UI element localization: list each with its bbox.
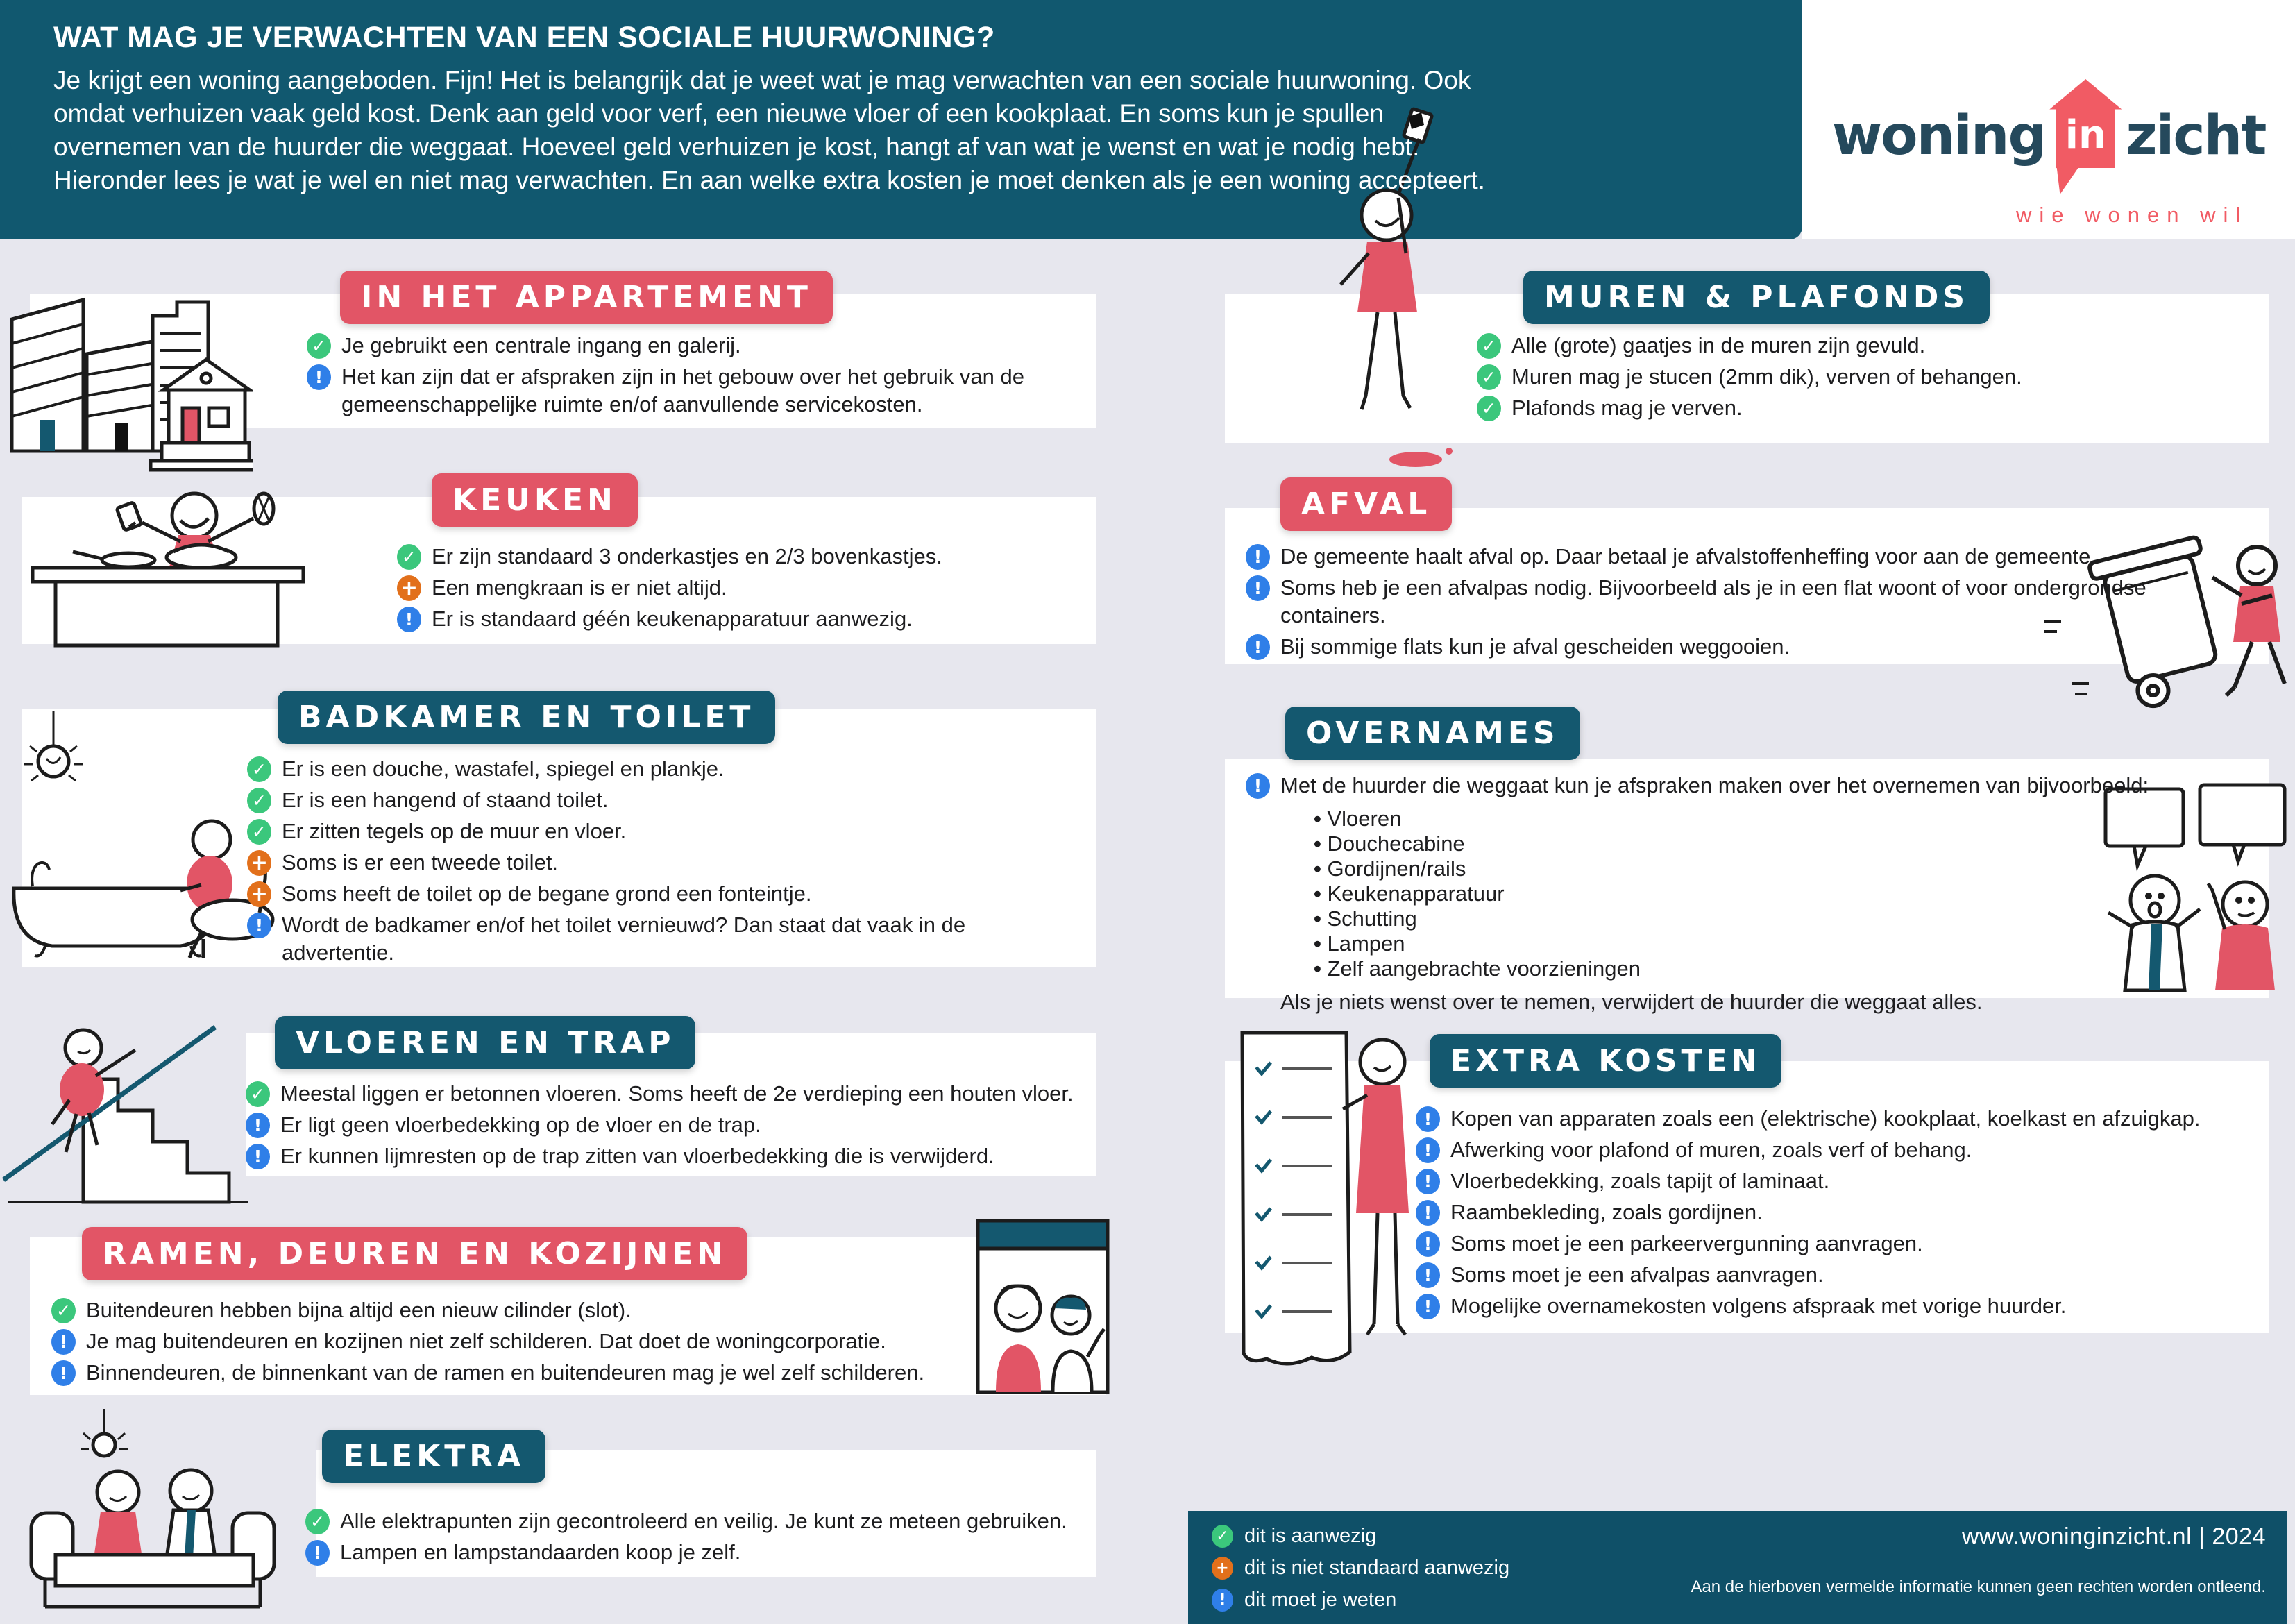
- check-icon: ✓: [247, 819, 271, 845]
- appartement-items: [307, 332, 1056, 418]
- item-text: Er kunnen lijmresten op de trap zitten van vloerbedekking die is verwijderd.: [280, 1144, 994, 1168]
- illustration-cook: [24, 482, 312, 656]
- bullet-item: • Douchecabine: [1314, 832, 2210, 856]
- website-link[interactable]: www.woninginzicht.nl | 2024: [1961, 1523, 2266, 1550]
- section-title-elektra: ELEKTRA: [322, 1430, 545, 1483]
- item-text: Er zitten tegels op de muur en vloer.: [282, 819, 627, 843]
- check-icon: ✓: [1477, 333, 1501, 359]
- list-item: [1416, 1292, 2290, 1320]
- list-item: [247, 786, 1073, 814]
- info-icon: !: [307, 364, 331, 390]
- list-item: [51, 1359, 954, 1387]
- info-icon: !: [247, 913, 271, 938]
- list-item: [305, 1539, 1090, 1566]
- item-text: Er is standaard géén keukenapparatuur aanwezig.: [432, 607, 913, 631]
- item-text: De gemeente haalt afval op. Daar betaal je afvalstoffenheffing voor aan de gemeente.: [1280, 544, 2097, 568]
- info-icon: !: [246, 1113, 270, 1138]
- item-text: Soms heeft de toilet op de begane grond een fonteintje.: [282, 881, 812, 906]
- item-text: Raambekleding, zoals gordijnen.: [1450, 1200, 1763, 1224]
- item-text: Je gebruikt een centrale ingang en galerij.: [341, 333, 741, 357]
- section-title-badkamer: BADKAMER EN TOILET: [278, 691, 775, 744]
- list-item: [307, 332, 1056, 360]
- list-item: [1477, 332, 2247, 360]
- list-item: [307, 363, 1056, 418]
- info-icon: !: [397, 607, 421, 632]
- check-icon: ✓: [305, 1509, 330, 1534]
- item-text: Meestal liggen er betonnen vloeren. Soms heeft de 2e verdieping een houten vloer.: [280, 1081, 1074, 1106]
- list-item: [247, 818, 1073, 845]
- elektra-items: [305, 1507, 1090, 1566]
- item-text: Alle (grote) gaatjes in de muren zijn gevuld.: [1511, 333, 1926, 357]
- item-text: Afwerking voor plafond of muren, zoals verf of behang.: [1450, 1137, 1972, 1162]
- muren-items: [1477, 332, 2247, 422]
- bullet-item: • Schutting: [1314, 907, 2210, 931]
- list-item: [247, 849, 1073, 877]
- info-icon: !: [51, 1329, 76, 1355]
- illustration-sofa-people: [14, 1409, 291, 1621]
- item-text: Je mag buitendeuren en kozijnen niet zelf schilderen. Dat doet de woningcorporatie.: [86, 1329, 886, 1353]
- check-icon: ✓: [247, 788, 271, 813]
- item-text: Kopen van apparaten zoals een (elektrische) kookplaat, koelkast en afzuigkap.: [1450, 1106, 2201, 1131]
- item-text: Soms moet je een parkeervergunning aanvragen.: [1450, 1231, 1923, 1255]
- item-text: Soms heb je een afvalpas nodig. Bijvoorbeeld als je in een flat woont of voor ondergrondse containers.: [1280, 575, 2146, 627]
- item-text: Het kan zijn dat er afspraken zijn in het gebouw over het gebruik van de gemeenschappelijke ruimte en/of aanvullende servicekosten.: [341, 364, 1024, 416]
- section-title-overnames: OVERNAMES: [1285, 707, 1580, 760]
- item-text: Muren mag je stucen (2mm dik), verven of behangen.: [1511, 364, 2022, 389]
- bullet-item: • Gordijnen/rails: [1314, 857, 2210, 881]
- illustration-window-people: [975, 1218, 1110, 1395]
- item-text: Lampen en lampstandaarden koop je zelf.: [340, 1540, 741, 1564]
- footer-panel: [1188, 1511, 2287, 1624]
- section-title-ramen: RAMEN, DEUREN EN KOZIJNEN: [82, 1227, 747, 1280]
- list-item: [1246, 574, 2196, 629]
- list-item: [1416, 1199, 2290, 1226]
- list-item: [1246, 633, 2196, 661]
- list-item: [246, 1111, 1085, 1139]
- section-title-keuken: KEUKEN: [432, 473, 638, 527]
- section-title-appartement: IN HET APPARTEMENT: [340, 271, 833, 324]
- item-text: Binnendeuren, de binnenkant van de ramen en buitendeuren mag je wel zelf schilderen.: [86, 1360, 925, 1385]
- section-title-muren: MUREN & PLAFONDS: [1523, 271, 1990, 324]
- illustration-bathroom: [3, 711, 281, 972]
- illustration-buildings: [3, 285, 253, 472]
- keuken-items: [397, 543, 1084, 633]
- item-text: Alle elektrapunten zijn gecontroleerd en veilig. Je kunt ze meteen gebruiken.: [340, 1509, 1067, 1533]
- woninginzicht-logo: [1832, 104, 2265, 168]
- item-text: Een mengkraan is er niet altijd.: [432, 575, 727, 600]
- plus-icon: +: [1212, 1557, 1233, 1580]
- info-icon: !: [1246, 773, 1270, 799]
- legend-label: dit is aanwezig: [1244, 1525, 1377, 1547]
- legend-item: [1212, 1589, 1509, 1612]
- list-item: [247, 880, 1073, 908]
- house-icon: [2049, 79, 2122, 168]
- list-item: [1416, 1105, 2290, 1133]
- item-text: Buitendeuren hebben bijna altijd een nieuw cilinder (slot).: [86, 1298, 632, 1322]
- header-intro: [53, 64, 1485, 197]
- legend-item: [1212, 1525, 1509, 1548]
- list-item: [1416, 1136, 2290, 1164]
- check-icon: ✓: [246, 1081, 270, 1107]
- bullet-item: • Vloeren: [1314, 807, 2210, 831]
- legend: [1212, 1525, 1509, 1612]
- check-icon: ✓: [1212, 1525, 1233, 1548]
- list-item: [1416, 1230, 2290, 1258]
- list-item: [397, 574, 1084, 602]
- list-item: [246, 1142, 1085, 1170]
- overnames-items: [1246, 772, 2210, 1016]
- item-text: Vloerbedekking, zoals tapijt of laminaat.: [1450, 1169, 1830, 1193]
- item-text: Er ligt geen vloerbedekking op de vloer en de trap.: [280, 1113, 761, 1137]
- list-item: [247, 911, 1073, 967]
- illustration-stairs: [0, 996, 257, 1211]
- info-icon: !: [1246, 544, 1270, 570]
- check-icon: ✓: [1477, 396, 1501, 421]
- check-icon: ✓: [1477, 364, 1501, 390]
- list-item: [1246, 772, 2210, 800]
- info-icon: !: [1246, 575, 1270, 601]
- info-icon: !: [1416, 1231, 1440, 1257]
- legend-label: dit moet je weten: [1244, 1589, 1397, 1611]
- extra-kosten-items: [1416, 1105, 2290, 1320]
- section-title-extra-kosten: EXTRA KOSTEN: [1430, 1034, 1781, 1088]
- item-text: Mogelijke overnamekosten volgens afspraak met vorige huurder.: [1450, 1294, 2067, 1318]
- afval-items: [1246, 543, 2196, 661]
- list-item: [397, 605, 1084, 633]
- badkamer-items: [247, 755, 1073, 967]
- plus-icon: +: [397, 575, 421, 601]
- list-item: [51, 1328, 954, 1355]
- list-item: [1416, 1167, 2290, 1195]
- list-item: [1246, 543, 2196, 570]
- vloeren-items: [246, 1080, 1085, 1170]
- section-title-vloeren: VLOEREN EN TRAP: [275, 1016, 695, 1069]
- info-icon: !: [1212, 1589, 1233, 1612]
- check-icon: ✓: [397, 544, 421, 570]
- item-text: Wordt de badkamer en/of het toilet vernieuwd? Dan staat dat vaak in de advertentie.: [282, 913, 966, 965]
- list-item: [305, 1507, 1090, 1535]
- bullet-item: • Lampen: [1314, 932, 2210, 956]
- item-text: Bij sommige flats kun je afval gescheiden weggooien.: [1280, 634, 1790, 659]
- info-icon: !: [1416, 1137, 1440, 1163]
- item-text: Er is een douche, wastafel, spiegel en plankje.: [282, 756, 725, 781]
- logo-word-in: in: [2065, 112, 2106, 158]
- legend-item: [1212, 1557, 1509, 1580]
- overnames-bullet-list: [1314, 807, 2210, 981]
- logo-word-woning: woning: [1832, 105, 2046, 167]
- info-icon: !: [1416, 1200, 1440, 1226]
- list-item: [1477, 363, 2247, 391]
- list-item: [1477, 394, 2247, 422]
- item-text: Soms moet je een afvalpas aanvragen.: [1450, 1262, 1824, 1287]
- check-icon: ✓: [51, 1298, 76, 1323]
- ramen-items: [51, 1296, 954, 1387]
- logo-tagline: wie wonen wil: [2016, 203, 2249, 227]
- info-icon: !: [1416, 1262, 1440, 1288]
- list-item: [1416, 1261, 2290, 1289]
- info-icon: !: [246, 1144, 270, 1169]
- section-title-afval: AFVAL: [1280, 477, 1452, 531]
- info-icon: !: [305, 1540, 330, 1566]
- overnames-outro: Als je niets wenst over te nemen, verwijdert de huurder die weggaat alles.: [1280, 990, 1983, 1014]
- intro-line: Je krijgt een woning aangeboden. Fijn! Het is belangrijk dat je weet wat je mag verwachten van een sociale huurwoning. Ook: [53, 66, 1471, 94]
- item-text: Met de huurder die weggaat kun je afspraken maken over het overnemen van bijvoorbeeld:: [1280, 773, 2149, 797]
- page-title: WAT MAG JE VERWACHTEN VAN EEN SOCIALE HUURWONING?: [53, 21, 995, 54]
- list-item: [397, 543, 1084, 570]
- info-icon: !: [51, 1360, 76, 1386]
- illustration-checklist-person: [1228, 1019, 1416, 1383]
- list-item: [246, 1080, 1085, 1108]
- legend-label: dit is niet standaard aanwezig: [1244, 1557, 1510, 1579]
- item-text: Er zijn standaard 3 onderkastjes en 2/3 bovenkastjes.: [432, 544, 942, 568]
- item-text: Soms is er een tweede toilet.: [282, 850, 559, 874]
- info-icon: !: [1416, 1294, 1440, 1319]
- intro-line: Hieronder lees je wat je wel en niet mag verwachten. En aan welke extra kosten je moet denken als je een woning accepteert.: [53, 166, 1485, 194]
- intro-line: overnemen van de huurder die weggaat. Hoeveel geld verhuizen je kost, hangt af van wat je wenst en wat je nodig hebt.: [53, 133, 1420, 161]
- list-item: [51, 1296, 954, 1324]
- logo-word-zicht: zicht: [2126, 105, 2266, 167]
- info-icon: !: [1416, 1169, 1440, 1194]
- item-text: Plafonds mag je verven.: [1511, 396, 1743, 420]
- bullet-item: • Keukenapparatuur: [1314, 882, 2210, 906]
- plus-icon: +: [247, 881, 271, 907]
- check-icon: ✓: [247, 756, 271, 782]
- info-icon: !: [1246, 634, 1270, 660]
- intro-line: omdat verhuizen vaak geld kost. Denk aan geld voor verf, een nieuwe vloer of een kookplaat. En soms kun je spullen: [53, 99, 1384, 128]
- item-text: Er is een hangend of staand toilet.: [282, 788, 609, 812]
- plus-icon: +: [247, 850, 271, 876]
- check-icon: ✓: [307, 333, 331, 359]
- list-item: [247, 755, 1073, 783]
- disclaimer-text: Aan de hierboven vermelde informatie kunnen geen rechten worden ontleend.: [1691, 1578, 2266, 1596]
- bullet-item: • Zelf aangebrachte voorzieningen: [1314, 957, 2210, 981]
- info-icon: !: [1416, 1106, 1440, 1132]
